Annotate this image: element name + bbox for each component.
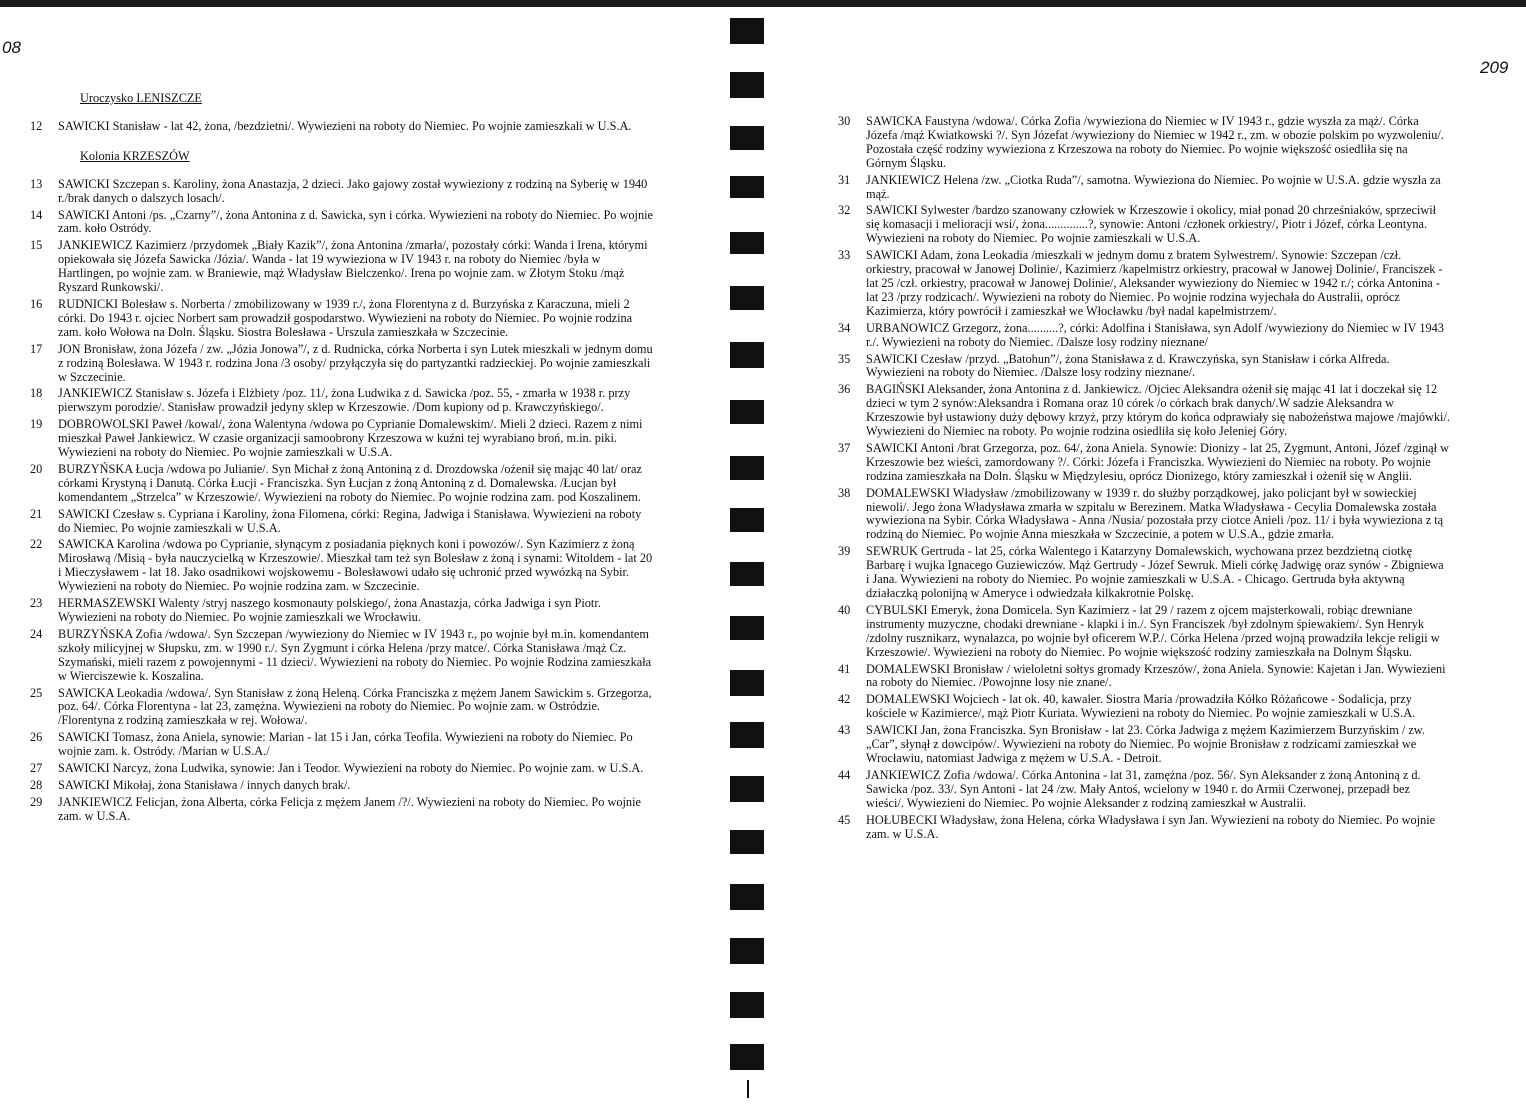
entry-text: JANKIEWICZ Zofia /wdowa/. Córka Antonina - lat 31, zamężna /poz. 56/. Syn Aleksander z żoną Antoniną z d. Sawicka /poz. 33/. Syn Antoni - lat 24 /zw. Mały Antoś, wcielony w 1940 r. do Armii Czerwonej, przepadł bez wieści/. Wywiezieni do Niemiec. Po wojnie Aleksander z rodziną zamieszkał w Australii. xyxy=(866,767,1421,810)
entry-text: DOMALEWSKI Bronisław / wieloletni sołtys gromady Krzeszów/, żona Aniela. Synowie: Kajetan i Jan. Wywiezieni na roboty do Niemiec. /Powojnne losy nie znane/. xyxy=(866,661,1446,690)
list-item xyxy=(30,209,655,237)
list-item xyxy=(838,353,1450,381)
section-heading-krzeszow: Kolonia KRZESZÓW xyxy=(80,148,190,163)
list-item xyxy=(30,762,655,776)
binding-mark xyxy=(730,126,764,150)
list-item xyxy=(30,796,655,824)
list-item xyxy=(30,597,655,625)
entry-number: 43 xyxy=(838,723,851,738)
list-item xyxy=(30,508,655,536)
binding-mark xyxy=(730,508,764,532)
list-item xyxy=(30,298,655,340)
entry-number: 22 xyxy=(30,537,43,552)
entry-text: SAWICKI Adam, żona Leokadia /mieszkali w jednym domu z bratem Sylwestrem/. Synowie: Szczepan /czł. orkiestry, pracował w Janowej Dolinie/, Kazimierz /kapelmistrz orkiestry, pracował w Janowej Dolinie/, Franciszek - lat 25 /czł. orkiestry, pracował w Janowej Dolinie/, Aleksander wywieziony do Niemiec w 1942 r./; córka Antonina - lat 23 /przy rodzicach/. Wywiezieni na roboty do Niemiec. Po wojnie rodzina wyjechała do Australii, oprócz Kazimierza, który powrócił i zamieszkał we Włocławku /był nadal kapelmistrzem/. xyxy=(866,248,1443,318)
entry-text: SAWICKA Faustyna /wdowa/. Córka Zofia /wywieziona do Niemiec w IV 1943 r., gdzie wyszła za mąż/. Córka Józefa /mąż Kwiatkowski ?/. Syn Józefat /wywieziony do Niemiec w 1942 r., zm. w obozie polskim po wyzwoleniu/. Pozostała część rodziny wywieziona z Krzeszowa na roboty do Niemiec. Po wojnie większość osiedliła się na Górnym Śląsku. xyxy=(866,114,1444,170)
entry-text: URBANOWICZ Grzegorz, żona..........?, córki: Adolfina i Stanisława, syn Adolf /wywieziony do Niemiec w IV 1943 r./. Wywiezieni na roboty do Niemiec. /Dalsze losy rodziny nieznane/ xyxy=(866,320,1444,349)
list-item xyxy=(30,779,655,793)
binding-mark xyxy=(730,232,764,254)
list-item xyxy=(30,120,655,134)
entry-number: 39 xyxy=(838,544,851,559)
entry-number: 24 xyxy=(30,626,43,641)
left-page-column xyxy=(30,92,655,827)
entry-text: BURZYŃSKA Łucja /wdowa po Julianie/. Syn Michał z żoną Antoniną z d. Drozdowska /ożenił się mając 40 lat/ oraz córkami Krystyną i Danutą. Córka Łucji - Franciszka. Syn Łucjan z żoną Antoniną z d. Domalewska. /Łucjan był komendantem „Strzelca” w Krzeszowie/. Wywiezieni na roboty do Niemiec. Po wojnie rodzina zam. pod Koszalinem. xyxy=(58,461,642,504)
entry-number: 37 xyxy=(838,440,851,455)
binding-mark xyxy=(730,456,764,480)
entry-number: 29 xyxy=(30,794,43,809)
entry-text: SAWICKI Tomasz, żona Aniela, synowie: Marian - lat 15 i Jan, córka Teofila. Wywiezieni na roboty do Niemiec. Po wojnie zam. k. Ostródy. /Marian w U.S.A./ xyxy=(58,730,633,759)
entry-text: SAWICKI Stanisław - lat 42, żona, /bezdzietni/. Wywiezieni na roboty do Niemiec. Po wojnie zamieszkali w U.S.A. xyxy=(58,118,632,133)
entry-number: 25 xyxy=(30,685,43,700)
entry-text: SAWICKI Czesław /przyd. „Batohun”/, żona Stanisława z d. Krawczyńska, syn Stanisław i córka Alfreda. Wywiezieni na roboty do Niemiec. /Dalsze losy rodziny nieznane/. xyxy=(866,351,1390,380)
binding-mark xyxy=(730,830,764,854)
entry-text: SAWICKI Szczepan s. Karoliny, żona Anastazja, 2 dzieci. Jako gajowy został wywieziony z rodziną na Syberię w 1940 r./brak danych o dalszych losach/. xyxy=(58,176,648,205)
list-item xyxy=(838,724,1450,766)
left-page-number: 08 xyxy=(2,38,21,57)
entry-text: JANKIEWICZ Stanisław s. Józefa i Elżbiety /poz. 11/, żona Ludwika z d. Sawicka /poz. 55, - zmarła w 1938 r. przy pierwszym porodzie/. Stanisław prowadził jedyny sklep w Krzeszowie. /Dom kupiony od p. Krawczyńskiego/. xyxy=(58,386,631,415)
list-item xyxy=(838,487,1450,543)
list-item xyxy=(838,442,1450,484)
entry-number: 28 xyxy=(30,777,43,792)
entry-text: SAWICKI Narcyz, żona Ludwika, synowie: Jan i Teodor. Wywiezieni na roboty do Niemiec. Po wojnie zam. w U.S.A. xyxy=(58,761,644,776)
entry-text: SAWICKI Jan, żona Franciszka. Syn Bronisław - lat 23. Córka Jadwiga z mężem Kazimierzem Burzyńskim / zw. „Car”, słynął z dowcipów/. Wywiezieni na roboty do Niemiec. Po wojnie Bronisław z rodzicami zamieszkał we Wrocławiu, natomiast Jadwiga z mężem w U.S.A. - Detroit. xyxy=(866,723,1425,765)
list-item xyxy=(838,604,1450,660)
entry-number: 30 xyxy=(838,114,851,128)
list-item xyxy=(30,178,655,206)
binding-mark xyxy=(730,286,764,310)
entry-number: 15 xyxy=(30,238,43,253)
entry-number: 40 xyxy=(838,602,851,617)
entry-text: RUDNICKI Bolesław s. Norberta / zmobilizowany w 1939 r./, żona Florentyna z d. Burzyńska z Karaczuna, mieli 2 córki. Do 1943 r. ojciec Norbert sam prowadził gospodarstwo. Wywiezieni na roboty do Niemiec. Po wojnie rodzina zam. koło Wołowa na Doln. Śląsku. Siostra Bolesława - Urszula zamieszkała w Szczecinie. xyxy=(58,296,633,339)
entry-text: JANKIEWICZ Kazimierz /przydomek „Biały Kazik”/, żona Antonina /zmarła/, pozostały córki: Wanda i Irena, którymi opiekowała się Józefa Sawicka /Józia/. Wanda - lat 19 wywieziona w IV 1943 r. na roboty do Niemiec /była w Hartlingen, po wojnie zam. w Braniewie, mąż Władysław Bielczenko/. Irena po wojnie zam. w Złotym Stoku /mąż Ryszard Runkowski/. xyxy=(58,238,648,295)
entry-number: 16 xyxy=(30,296,43,311)
list-item xyxy=(30,687,655,729)
binding-mark xyxy=(730,400,764,424)
entry-number: 14 xyxy=(30,207,43,222)
right-page-column xyxy=(838,115,1450,844)
entry-number: 13 xyxy=(30,176,43,191)
binding-mark xyxy=(730,776,764,802)
entry-number: 31 xyxy=(838,172,851,187)
list-item xyxy=(838,769,1450,811)
entry-number: 33 xyxy=(838,248,851,263)
list-item xyxy=(30,628,655,684)
list-item xyxy=(30,538,655,594)
list-item xyxy=(30,343,655,385)
binding-mark xyxy=(730,18,764,44)
entry-number: 45 xyxy=(838,812,851,827)
entry-number: 41 xyxy=(838,661,851,676)
list-item xyxy=(838,115,1450,171)
entry-number: 32 xyxy=(838,203,851,218)
entry-number: 42 xyxy=(838,692,851,707)
binding-tick xyxy=(747,1080,749,1098)
entry-text: JON Bronisław, żona Józefa / zw. „Józia Jonowa”/, z d. Rudnicka, córka Norberta i syn Lutek mieszkali w jednym domu z rodziną Bolesława. W 1943 r. rodzina Jona /3 osoby/ przyłączyła się do partyzantki radzieckiej. Po wojnie zamieszkali w Szczecinie. xyxy=(58,341,653,384)
list-item xyxy=(30,731,655,759)
entry-number: 26 xyxy=(30,730,43,745)
binding-mark xyxy=(730,72,764,98)
entry-text: DOBROWOLSKI Paweł /kowal/, żona Walentyna /wdowa po Cyprianie Domalewskim/. Mieli 2 dzieci. Razem z nimi mieszkał Paweł Jankiewicz. W czasie organizacji samoobrony Krzeszowa w kuźni tej wyrabiano broń, m.in. piki. Wywiezieni na roboty do Niemiec. Po wojnie zamieszkali w U.S.A. xyxy=(58,417,643,460)
entry-number: 23 xyxy=(30,596,43,611)
entry-text: DOMALEWSKI Władysław /zmobilizowany w 1939 r. do służby porządkowej, jako policjant był w sowieckiej niewoli/. Jego żona Władysława zmarła w szpitalu w Berezinem. Matka Władysława - Cecylia Domalewska została wywieziona na Sybir. Córka Władysława - Anna /Nusia/ pozostała przy ciotce Anieli /poz. 11/ i była wywieziona z tą rodziną do Niemiec. Po wojnie Anna mieszkała w Szczecinie, a potem w U.S.A., gdzie zmarła. xyxy=(866,485,1444,542)
book-spine-binding xyxy=(730,0,766,1115)
list-item xyxy=(838,174,1450,202)
entry-text: SAWICKI Antoni /brat Grzegorza, poz. 64/, żona Aniela. Synowie: Dionizy - lat 25, Zygmunt, Antoni, Józef /zginął w Krzeszowie bez wieści, zamordowany ?/. Córki: Józefa i Franciszka. Wywiezieni do Niemiec na roboty. Po wojnie rodzina zamieszkała na Doln. Śląsku w Międzylesiu, oprócz Dionizego, który zamieszkał i ożenił się w Anglii. xyxy=(866,440,1449,483)
entry-text: SAWICKI Mikołaj, żona Stanisława / innych danych brak/. xyxy=(58,777,351,792)
entry-text: JANKIEWICZ Helena /zw. „Ciotka Ruda”/, samotna. Wywieziona do Niemiec. Po wojnie w U.S.A. gdzie wyszła za mąż. xyxy=(866,172,1441,201)
entry-text: SAWICKI Antoni /ps. „Czarny”/, żona Antonina z d. Sawicka, syn i córka. Wywiezieni na roboty do Niemiec. Po wojnie zam. koło Ostródy. xyxy=(58,207,653,236)
entry-number: 20 xyxy=(30,461,43,476)
list-item xyxy=(838,383,1450,439)
entry-text: HERMASZEWSKI Walenty /stryj naszego kosmonauty polskiego/, żona Anastazja, córka Jadwiga i syn Piotr. Wywiezieni na roboty do Niemiec. Po wojnie zamieszkali we Wrocławiu. xyxy=(58,596,601,624)
entry-number: 18 xyxy=(30,386,43,401)
list-item xyxy=(30,239,655,295)
entry-text: SAWICKI Czesław s. Cypriana i Karoliny, żona Filomena, córki: Regina, Jadwiga i Stanisława. Wywiezieni na roboty do Niemiec. Po wojnie zamieszkali w U.S.A. xyxy=(58,506,642,535)
binding-mark xyxy=(730,938,764,964)
right-page-number: 209 xyxy=(1480,58,1509,77)
entry-text: SEWRUK Gertruda - lat 25, córka Walentego i Katarzyny Domalewskich, wychowana przez bezdzietną ciotkę Barbarę i wujka Ignacego Guziewiczów. Mąż Gertrudy - Józef Sewruk. Mieli córkę Jadwigę oraz synów - Zbigniewa i Jana. Wywiezieni na roboty do Niemiec. Po wojnie zamieszkali w U.S.A. - Chicago. Gertruda była aktywną działaczką polonijną w Ameryce i odwiedzała kilkakrotnie Polskę. xyxy=(866,544,1444,600)
entry-number: 19 xyxy=(30,417,43,432)
list-item xyxy=(838,249,1450,319)
list-item xyxy=(30,387,655,415)
list-item xyxy=(30,418,655,460)
entry-text: CYBULSKI Emeryk, żona Domicela. Syn Kazimierz - lat 29 / razem z ojcem majsterkowali, robiąc drewniane instrumenty muzyczne, chodaki drewniane - klapki i in./. Syn Franciszek /był zdolnym śpiewakiem/. Syn Henryk /zdolny rusznikarz, wynalazca, po wojnie był oficerem W.P./. Córka Helena /przed wojną prowadziła lekcje religii w Krzeszowie/. Wywiezieni na roboty do Niemiec. Po wojnie większość rodziny zamieszkała na Dolnym Śląsku. xyxy=(866,602,1440,659)
section-heading-leniszcze: Uroczysko LENISZCZE xyxy=(80,91,202,105)
entry-text: HOŁUBECKI Władysław, żona Helena, córka Władysława i syn Jan. Wywiezieni na roboty do Niemiec. Po wojnie zam. w U.S.A. xyxy=(866,812,1436,841)
entry-number: 35 xyxy=(838,351,851,366)
binding-mark xyxy=(730,670,764,696)
entry-text: SAWICKA Karolina /wdowa po Cyprianie, słynącym z posiadania pięknych koni i powozów/. Syn Kazimierz z żoną Mirosławą /Misią - była nauczycielką w Krzeszowie/. Mieszkał tam też syn Bolesław z żoną i synami: Witoldem - lat 20 i Mieczysławem - lat 18. Jako osadnikowi wojskowemu - Bolesławowi udało się uchronić przed wywózką na Sybir. Wywiezieni na roboty do Niemiec. Po wojnie rodzina zam. w Szczecinie. xyxy=(58,537,653,594)
list-item xyxy=(30,463,655,505)
entry-number: 44 xyxy=(838,767,851,782)
entry-number: 34 xyxy=(838,320,851,335)
binding-mark xyxy=(730,884,764,910)
entry-text: BAGIŃSKI Aleksander, żona Antonina z d. Jankiewicz. /Ojciec Aleksandra ożenił się mając 41 lat i doczekał się 12 dzieci w tym 2 synów:Aleksandra i Romana oraz 10 córek /o córkach brak danych/.W sadzie Aleksandra w Krzeszowie był ustawiony duży dębowy krzyż, przy którym do końca odprawiały się nabożeństwa majowe /majówki/. Wywiezieni do Niemiec na roboty. Po wojnie rodzina osiedliła się koło Jeleniej Góry. xyxy=(866,382,1450,439)
binding-mark xyxy=(730,722,764,748)
entry-number: 38 xyxy=(838,485,851,500)
entry-text: SAWICKI Sylwester /bardzo szanowany człowiek w Krzeszowie i okolicy, miał ponad 20 chrześniaków, sprzeciwił się komasacji i melioracji wsi/, żona..............?, synowie: Antoni /członek orkiestry/, Piotr i Józef, córka Leontyna. Wywiezieni na roboty do Niemiec. Po wojnie zamieszkali w U.S.A. xyxy=(866,203,1437,246)
entry-text: JANKIEWICZ Felicjan, żona Alberta, córka Felicja z mężem Janem /?/. Wywiezieni na roboty do Niemiec. Po wojnie zam. w U.S.A. xyxy=(58,794,641,823)
binding-mark xyxy=(730,176,764,198)
entry-text: SAWICKA Leokadia /wdowa/. Syn Stanisław z żoną Heleną. Córka Franciszka z mężem Janem Sawickim s. Grzegorza, poz. 64/. Córka Florentyna - lat 23, zamężna. Wywiezieni na roboty do Niemiec. Po wojnie zam. w Ostródzie. /Florentyna z rodziną zamieszkała w rej. Wołowa/. xyxy=(58,685,652,728)
entry-number: 17 xyxy=(30,341,43,356)
list-item xyxy=(838,204,1450,246)
list-item xyxy=(838,693,1450,721)
list-item xyxy=(838,663,1450,691)
list-item xyxy=(838,545,1450,601)
entry-number: 36 xyxy=(838,382,851,397)
binding-mark xyxy=(730,562,764,586)
list-item xyxy=(838,814,1450,842)
entry-number: 27 xyxy=(30,761,43,776)
binding-mark xyxy=(730,616,764,640)
entry-text: DOMALEWSKI Wojciech - lat ok. 40, kawaler. Siostra Maria /prowadziła Kółko Różańcowe - Sodalicja, przy kościele w Kazimierce/, mąż Piotr Kuriata. Wywiezieni na roboty do Niemiec. Po wojnie zamieszkali w U.S.A. xyxy=(866,692,1416,721)
entry-number: 12 xyxy=(30,118,43,133)
binding-mark xyxy=(730,342,764,368)
binding-mark xyxy=(730,992,764,1018)
binding-mark xyxy=(730,1044,764,1070)
entry-number: 21 xyxy=(30,506,43,521)
entry-text: BURZYŃSKA Zofia /wdowa/. Syn Szczepan /wywieziony do Niemiec w IV 1943 r., po wojnie był m.in. komendantem szkoły milicyjnej w Słupsku, zm. w 1990 r./. Syn Zygmunt i córka Helena /przy matce/. Córka Stanisława /mąż Cz. Szymański, mieli razem z powojennymi - 11 dzieci/. Wywiezieni na roboty do Niemiec. Po wojnie Rodzina zamieszkała w Wierciszewie k. Koszalina. xyxy=(58,626,652,683)
list-item xyxy=(838,322,1450,350)
